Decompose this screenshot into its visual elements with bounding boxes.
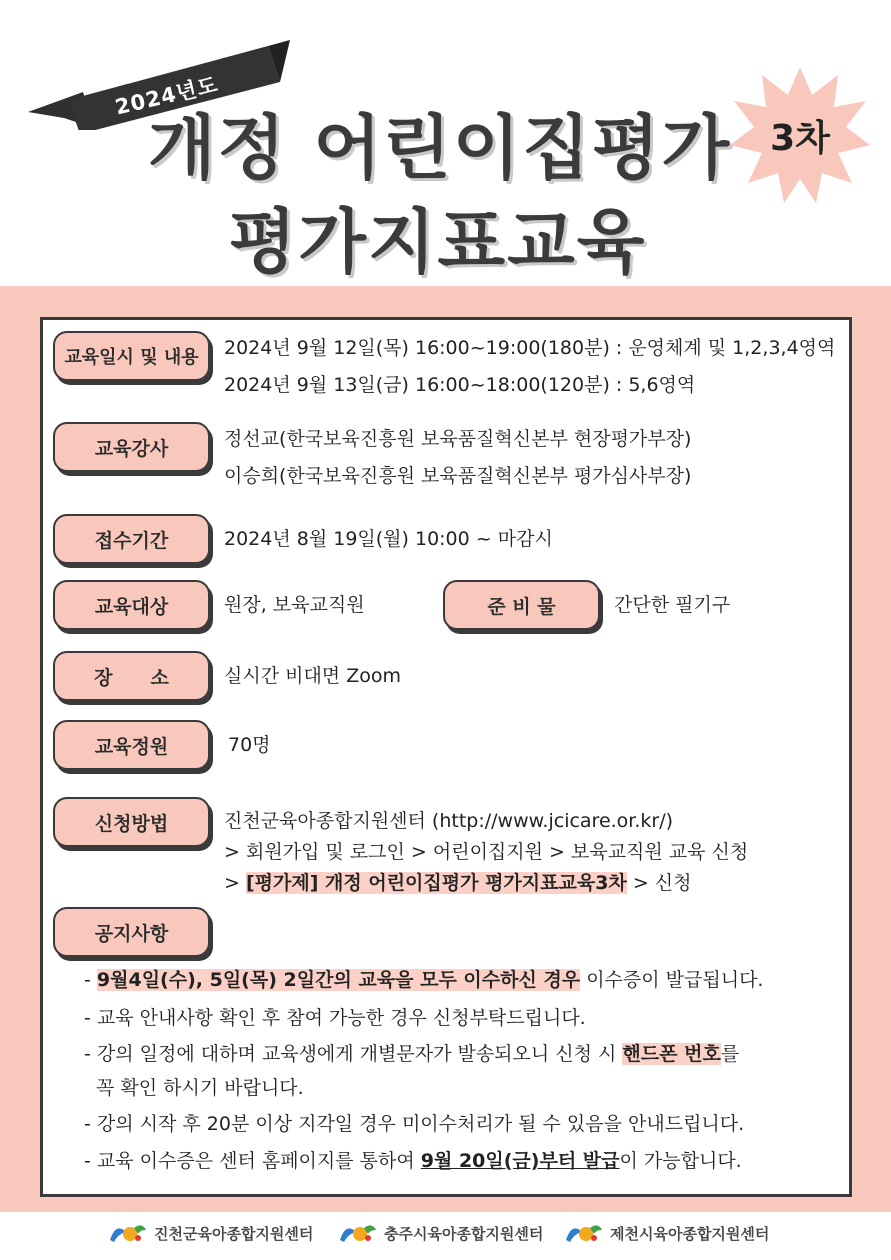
center-logo-icon <box>108 1220 148 1246</box>
notice-3 <box>84 1036 739 1072</box>
registration-period: 2024년 8월 19일(월) 10:00 ~ 마감시 <box>224 528 553 550</box>
notice-3-highlight: 핸드폰 번호 <box>622 1043 721 1065</box>
apply-course-name: [평가제] 개정 어린이집평가 평가지표교육3차 <box>245 872 627 894</box>
notice-3-continued: 꼭 확인 하시기 바랍니다. <box>96 1077 304 1099</box>
apply-line-3 <box>224 868 692 898</box>
apply-line-3-suffix: > 신청 <box>626 872 692 894</box>
title-line-2: 평가지표교육 <box>228 201 647 283</box>
footer-logo-chungju <box>338 1218 543 1248</box>
schedule-line-1: 2024년 9월 12일(목) 16:00~19:00(180분) : 운영체계 및 1,2,3,4영역 <box>224 337 836 359</box>
instructor-line-2: 이승희(한국보육진흥원 보육품질혁신본부 평가심사부장) <box>224 465 692 487</box>
notice-4: - 강의 시작 후 20분 이상 지각일 경우 미이수처리가 될 수 있음을 안내드립니다. <box>84 1113 745 1135</box>
notice-5-suffix: 이 가능합니다. <box>619 1150 742 1172</box>
label-notices: 공지사항 <box>53 907 210 957</box>
apply-line-3-prefix: > <box>224 872 246 894</box>
label-instructor: 교육강사 <box>53 422 210 472</box>
round-badge: 3차 <box>770 118 830 159</box>
footer-logo-text-1: 진천군육아종합지원센터 <box>154 1224 314 1243</box>
notice-1 <box>84 962 763 998</box>
apply-line-2: > 회원가입 및 로그인 > 어린이집지원 > 보육교직원 교육 신청 <box>224 841 749 863</box>
instructor-line-1: 정선교(한국보육진흥원 보육품질혁신본부 현장평가부장) <box>224 428 692 450</box>
footer-logo-jincheon <box>108 1218 313 1248</box>
supplies-value: 간단한 필기구 <box>614 594 731 616</box>
venue-value: 실시간 비대면 Zoom <box>224 665 401 687</box>
notice-5-underline: 9월 20일(금)부터 발급 <box>420 1150 620 1172</box>
label-apply: 신청방법 <box>53 797 210 847</box>
year-ribbon-text: 2024년도 <box>112 72 221 120</box>
label-supplies: 준 비 물 <box>443 580 600 630</box>
footer-logo-jecheon <box>564 1218 769 1248</box>
capacity-value: 70명 <box>228 734 271 756</box>
footer-logo-text-3: 제천시육아종합지원센터 <box>610 1224 770 1243</box>
footer-logo-text-2: 충주시육아종합지원센터 <box>384 1224 544 1243</box>
header <box>0 0 891 286</box>
center-logo-icon <box>338 1220 378 1246</box>
notice-3-suffix: 를 <box>720 1043 740 1065</box>
label-target: 교육대상 <box>53 580 210 630</box>
notice-1-prefix: - <box>84 969 97 991</box>
notice-5 <box>84 1143 742 1179</box>
label-schedule: 교육일시 및 내용 <box>53 331 210 381</box>
center-logo-icon <box>564 1220 604 1246</box>
notice-3-prefix: - 강의 일정에 대하며 교육생에게 개별문자가 발송되오니 신청 시 <box>84 1043 623 1065</box>
title-line-1: 개정 어린이집평가 <box>147 107 732 189</box>
notice-2: - 교육 안내사항 확인 후 참여 가능한 경우 신청부탁드립니다. <box>84 1007 586 1029</box>
label-registration: 접수기간 <box>53 514 210 564</box>
label-capacity: 교육정원 <box>53 720 210 770</box>
target-audience: 원장, 보육교직원 <box>224 594 365 616</box>
schedule-line-2: 2024년 9월 13일(금) 16:00~18:00(120분) : 5,6영역 <box>224 374 696 396</box>
label-venue: 장 소 <box>53 651 210 701</box>
apply-line-1: 진천군육아종합지원센터 (http://www.jcicare.or.kr/) <box>224 810 674 832</box>
notice-1-highlight: 9월4일(수), 5일(목) 2일간의 교육을 모두 이수하신 경우 <box>96 969 581 991</box>
notice-1-suffix: 이수증이 발급됩니다. <box>580 969 764 991</box>
notice-5-prefix: - 교육 이수증은 센터 홈페이지를 통하여 <box>84 1150 421 1172</box>
